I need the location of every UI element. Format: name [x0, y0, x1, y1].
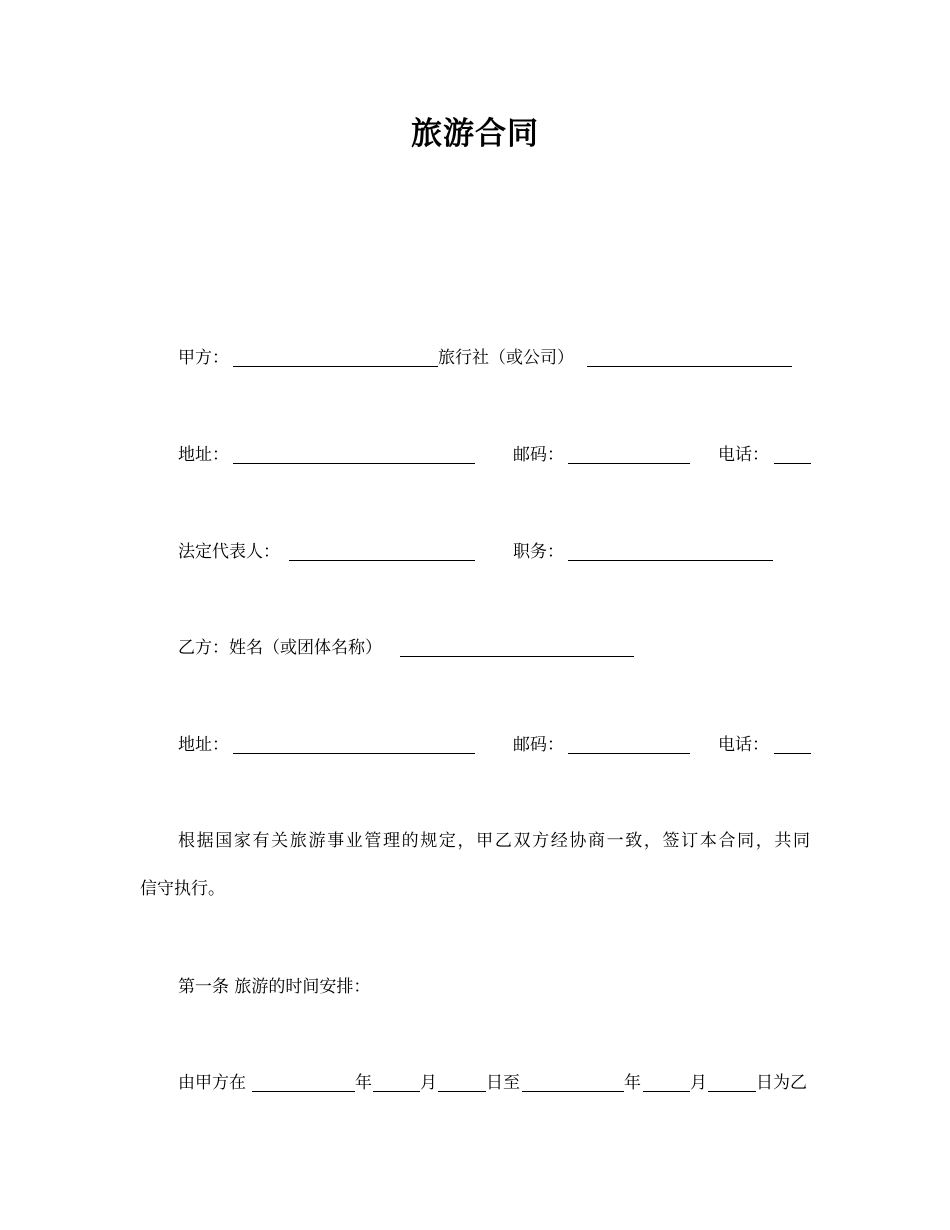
article-1-heading: 第一条 旅游的时间安排：	[178, 977, 371, 997]
party-a-postcode-label: 邮码：	[513, 445, 564, 465]
party-b-label: 乙方：姓名（或团体名称）	[178, 638, 382, 658]
article-1-tail: 日为乙	[756, 1073, 807, 1093]
end-month-label: 月	[690, 1073, 707, 1093]
party-a-address-blank	[233, 463, 475, 464]
party-a-agency-text: 旅行社（或公司）	[438, 348, 574, 368]
legal-rep-blank	[289, 560, 475, 561]
party-a-phone-blank	[774, 463, 811, 464]
position-blank	[568, 560, 773, 561]
position-label: 职务：	[513, 542, 564, 562]
end-month-blank	[643, 1091, 690, 1092]
party-a-address-label: 地址：	[178, 445, 229, 465]
legal-rep-label: 法定代表人：	[178, 542, 280, 562]
start-month-label: 月	[420, 1073, 437, 1093]
party-b-address-blank	[233, 753, 475, 754]
party-b-postcode-label: 邮码：	[513, 735, 564, 755]
preamble-line-2: 信守执行。	[140, 879, 225, 899]
party-b-address-label: 地址：	[178, 735, 229, 755]
preamble-line-1: 根据国家有关旅游事业管理的规定，甲乙双方经协商一致，签订本合同，共同	[178, 831, 810, 851]
party-a-label: 甲方：	[178, 348, 229, 368]
end-year-blank	[522, 1091, 624, 1092]
party-b-postcode-blank	[568, 753, 690, 754]
day-to-label: 日至	[486, 1073, 520, 1093]
article-1-prefix: 由甲方在	[178, 1073, 246, 1093]
start-year-label: 年	[355, 1073, 372, 1093]
party-a-name-blank	[233, 366, 438, 367]
party-a-postcode-blank	[568, 463, 690, 464]
party-b-name-blank	[400, 656, 634, 657]
party-a-agency-blank	[587, 366, 792, 367]
start-year-blank	[252, 1091, 355, 1092]
end-day-blank	[708, 1091, 756, 1092]
party-a-phone-label: 电话：	[718, 445, 769, 465]
start-month-blank	[373, 1091, 420, 1092]
contract-title: 旅游合同	[411, 116, 539, 152]
party-b-phone-blank	[774, 753, 811, 754]
start-day-blank	[438, 1091, 486, 1092]
party-b-phone-label: 电话：	[718, 735, 769, 755]
end-year-label: 年	[624, 1073, 641, 1093]
